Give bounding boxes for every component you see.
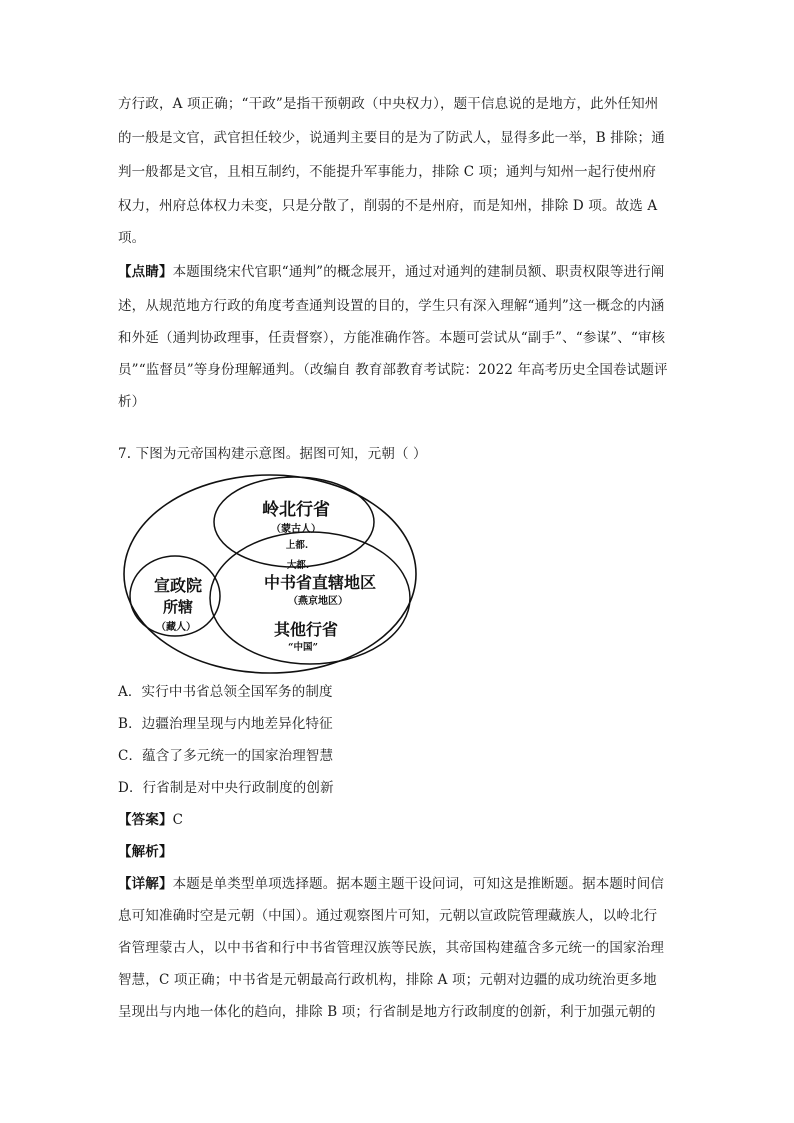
option-d: D．行省制是对中央行政制度的创新 (118, 780, 334, 796)
detail-text: 本题是单类型单项选择题。据本题主题干设问词，可知这是推断题。据本题时间信 (172, 876, 665, 892)
dianjing-line-5: 析） (118, 394, 146, 410)
prev-analysis-line-4: 权力，州府总体权力未变，只是分散了，削弱的不是州府，而是知州，排除 D 项。故选 A (118, 198, 658, 214)
prev-analysis-line-2: 的一般是文官，武官担任较少，说通判主要目的是为了防武人，显得多此一举，B 排除；通 (118, 130, 665, 146)
detail-line-3: 省管理蒙古人，以中书省和行中书省管理汉族等民族，其帝国构建蕴含多元统一的国家治理 (118, 940, 664, 956)
detail-line-2: 息可知准确时空是元朝（中国）。通过观察图片可知，元朝以宣政院管理藏族人，以岭北行 (118, 908, 658, 924)
analysis-heading (118, 842, 173, 862)
option-c: C．蕴含了多元统一的国家治理智慧 (118, 748, 334, 764)
option-a: A．实行中书省总领全国军务的制度 (118, 684, 333, 700)
zhongshu-label: 中书省直辖地区 (263, 573, 377, 592)
dianjing-text: 本题围绕宋代官职“通判”的概念展开，通过对通判的建制员额、职责权限等进行阐 (172, 264, 665, 280)
lingbei-sub-label: （蒙古人） (271, 524, 321, 535)
analysis-tag: 【解析】 (118, 844, 173, 860)
zhongguo-label: “中国” (288, 642, 318, 653)
dianjing-line-1 (118, 262, 664, 282)
dianjing-line-2: 述，从规范地方行政的角度考查通判设置的目的，学生只有深入理解“通判”这一概念的内涵 (118, 298, 665, 314)
prev-analysis-line-1: 方行政，A 项正确；“干政”是指干预朝政（中央权力），题干信息说的是地方，此外任知州 (118, 96, 659, 112)
qita-label: 其他行省 (273, 620, 339, 639)
dianjing-line-4: 员”“监督员”等身份理解通判。（改编自 教育部教育考试院：2022 年高考历史全国卷试题评 (118, 362, 668, 378)
lingbei-label: 岭北行省 (262, 500, 330, 520)
zhongshu-sub-label: （燕京地区） (288, 596, 348, 607)
dadu-label: 大都. (286, 560, 310, 571)
xuanzheng-sub-label: （藏人） (156, 622, 196, 633)
xuanzheng-label-2: 所辖 (162, 598, 194, 616)
xuanzheng-label-1: 宣政院 (153, 576, 203, 595)
prev-analysis-line-5: 项。 (118, 230, 146, 246)
detail-line-1 (118, 874, 664, 894)
dianjing-tag: 【点睛】 (118, 264, 173, 280)
shangdu-label: 上都. (285, 540, 309, 551)
detail-tag: 【详解】 (118, 876, 173, 892)
answer-line (118, 810, 183, 830)
detail-line-4: 智慧，C 项正确；中书省是元朝最高行政机构，排除 A 项；元朝对边疆的成功统治更多地 (118, 972, 657, 988)
dianjing-line-3: 和外延（通判协政理事，任责督察），方能准确作答。本题可尝试从“副手”、“参谋”、“审核 (118, 330, 666, 346)
detail-line-5: 呈现出与内地一体化的趋向，排除 B 项；行省制是地方行政制度的创新，利于加强元朝的 (118, 1004, 656, 1020)
lingbei-ellipse (214, 477, 374, 567)
option-b: B．边疆治理呈现与内地差异化特征 (118, 716, 333, 732)
answer-tag: 【答案】 (118, 812, 173, 828)
yuan-empire-diagram (120, 470, 430, 678)
question-stem: 7. 下图为元帝国构建示意图。据图可知，元朝（ ） (118, 446, 427, 462)
answer-value: C (172, 812, 184, 828)
prev-analysis-line-3: 判一般都是文官，且相互制约，不能提升军事能力，排除 C 项；通判与知州一起行使州府 (118, 164, 657, 180)
